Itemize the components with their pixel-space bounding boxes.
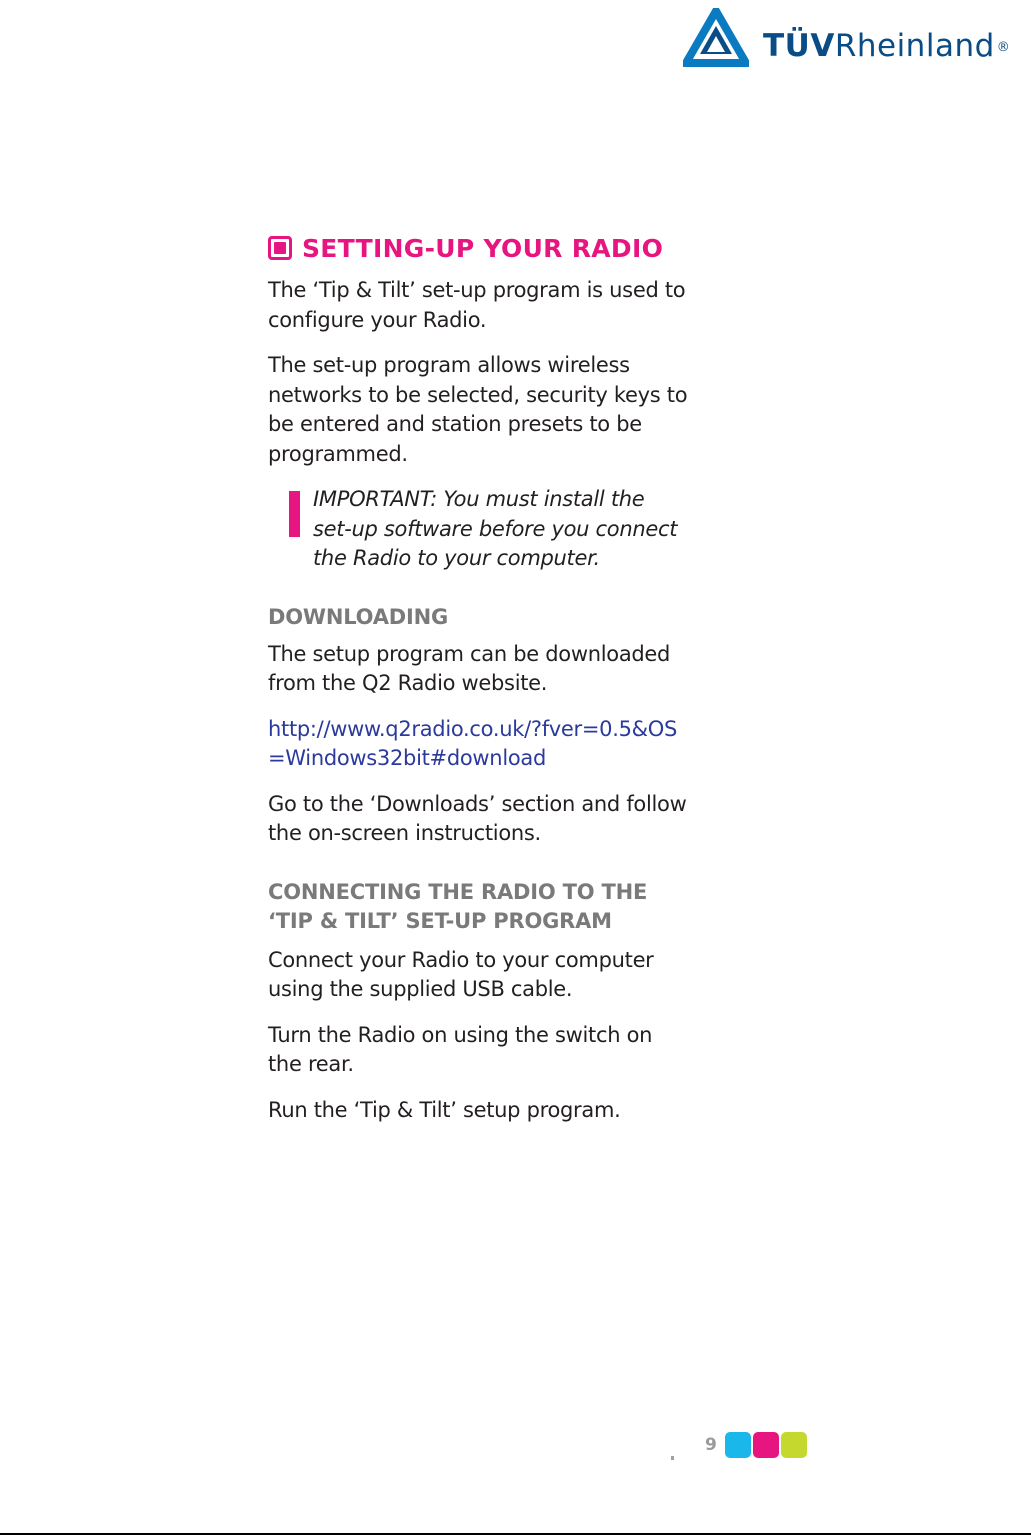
cyan-square-icon <box>725 1432 751 1458</box>
lime-square-icon <box>781 1432 807 1458</box>
registered-mark: ® <box>996 40 1011 55</box>
connecting-step: Turn the Radio on using the switch on the rear. <box>268 1022 653 1076</box>
downloading-instructions: Go to the ‘Downloads’ section and follow the on-screen instructions. <box>268 791 687 845</box>
connecting-step: Connect your Radio to your computer using the supplied USB cable. <box>268 947 654 1001</box>
intro-paragraph: The set-up program allows wireless networks to be selected, security keys to be entered and station presets to be programmed. <box>268 353 688 466</box>
tuv-triangle-icon <box>683 8 749 68</box>
section-heading-text: SETTING-UP YOUR RADIO <box>302 233 664 263</box>
important-bar <box>289 491 300 537</box>
intro-paragraph: The ‘Tip & Tilt’ set-up program is used to configure your Radio. <box>268 278 686 332</box>
connecting-step: Run the ‘Tip & Tilt’ setup program. <box>268 1097 621 1122</box>
logo-text <box>763 28 1010 64</box>
downloading-heading: DOWNLOADING <box>268 604 449 629</box>
setup-section <box>268 230 688 1125</box>
tuv-rheinland-logo <box>683 8 1013 68</box>
footer-dot <box>671 1456 674 1460</box>
important-note <box>268 485 688 574</box>
page-border <box>0 1533 1031 1535</box>
magenta-square-icon <box>753 1432 779 1458</box>
download-link[interactable]: http://www.q2radio.co.uk/?fver=0.5&OS =Windows32bit#download <box>268 716 678 770</box>
section-heading <box>268 230 688 266</box>
logo-text-bold: TÜV <box>763 28 835 64</box>
square-bullet-icon <box>268 236 292 260</box>
connecting-heading: CONNECTING THE RADIO TO THE ‘TIP & TILT’ SET-UP PROGRAM <box>268 879 648 933</box>
page-footer <box>671 1432 811 1462</box>
downloading-text: The setup program can be downloaded from the Q2 Radio website. <box>268 641 671 695</box>
important-text: IMPORTANT: You must install the set-up software before you connect the Radio to your computer. <box>313 487 678 570</box>
logo-text-rest: Rheinland <box>834 28 995 64</box>
page-number: 9 <box>705 1435 717 1455</box>
